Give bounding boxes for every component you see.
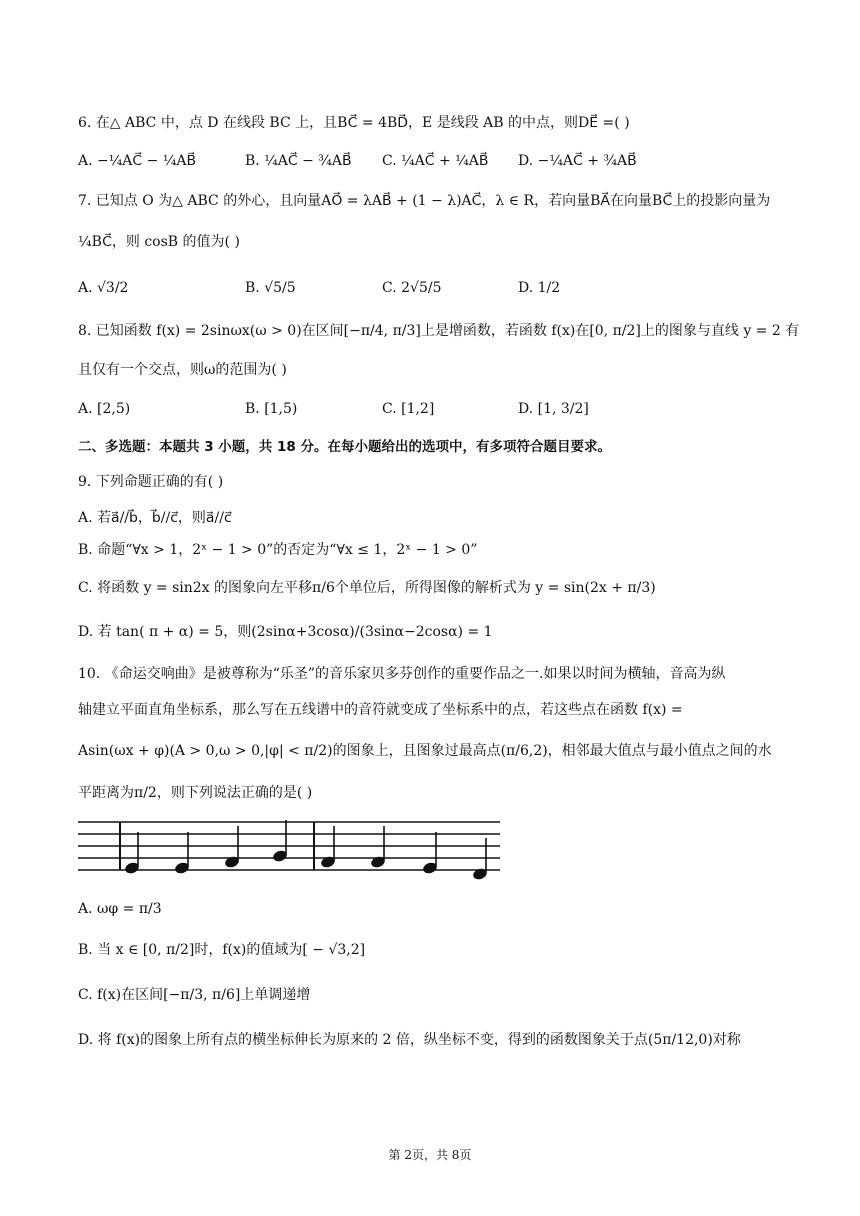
q10-stem-line1: 10. 《命运交响曲》是被尊称为“乐圣”的音乐家贝多芬创作的重要作品之一.如果以时间为横轴，音高为纵: [78, 666, 726, 682]
q10-option-a: A. ωφ = π/3: [78, 901, 162, 917]
q10-stem-line2: 轴建立平面直角坐标系，那么写在五线谱中的音符就变成了坐标系中的点，若这些点在函数 f(x) =: [78, 702, 683, 718]
q8-stem-line2: 且仅有一个交点，则ω的范围为( ): [78, 362, 287, 378]
q7-stem-line2: ¼BC⃗，则 cosB 的值为( ): [78, 234, 240, 250]
note-3: [224, 826, 241, 869]
q8-option-a: A. [2,5): [78, 401, 131, 417]
q6-option-c: C. ¼AC⃗ + ¼AB⃗: [382, 153, 489, 169]
q9-option-a: A. 若a⃗//b⃗，b⃗//c⃗，则a⃗//c⃗: [78, 510, 232, 526]
note-2: [174, 832, 191, 875]
q7-option-d: D. 1/2: [518, 280, 561, 296]
q7-option-c: C. 2√5/5: [382, 280, 442, 296]
note-8: [472, 838, 489, 881]
q10-stem-line4: 平距离为π/2，则下列说法正确的是( ): [78, 785, 313, 801]
q6-option-d: D. −¼AC⃗ + ¾AB⃗: [518, 153, 637, 169]
q8-option-b: B. [1,5): [245, 401, 298, 417]
q10-option-c: C. f(x)在区间[−π/3, π/6]上单调递增: [78, 987, 311, 1003]
music-staff-figure: [78, 816, 502, 882]
q8-option-c: C. [1,2]: [382, 401, 435, 417]
note-7: [422, 832, 439, 875]
q8-option-d: D. [1, 3/2]: [518, 401, 589, 417]
note-5: [320, 826, 337, 869]
q9-option-b: B. 命题“∀x > 1，2ˣ − 1 > 0”的否定为“∀x ≤ 1，2ˣ − 1 > 0”: [78, 542, 478, 558]
page-footer: 第 2页，共 8页: [388, 1148, 472, 1162]
q10-option-b: B. 当 x ∈ [0, π/2]时，f(x)的值域为[ − √3,2]: [78, 942, 366, 958]
q6-option-b: B. ¼AC⃗ − ¾AB⃗: [245, 153, 352, 169]
q7-option-b: B. √5/5: [245, 280, 296, 296]
q9-stem: 9. 下列命题正确的有( ): [78, 474, 224, 490]
q7-stem-line1: 7. 已知点 O 为△ ABC 的外心，且向量AO⃗ = λAB⃗ + (1 − λ)AC⃗，λ ∈ R，若向量BA⃗在向量BC⃗上的投影向量为: [78, 193, 771, 209]
q10-stem-line3: Asin(ωx + φ)(A > 0,ω > 0,|φ| < π/2)的图象上，且图象过最高点(π/6,2)，相邻最大值点与最小值点之间的水: [78, 743, 772, 759]
note-6: [370, 826, 387, 869]
q9-option-d: D. 若 tan( π + α) = 5，则(2sinα+3cosα)/(3sinα−2cosα) = 1: [78, 624, 493, 640]
section-heading-multiple-choice: 二、多选题：本题共 3 小题，共 18 分。在每小题给出的选项中，有多项符合题目要求。: [78, 439, 611, 455]
q7-option-a: A. √3/2: [78, 280, 129, 296]
note-4: [272, 820, 289, 863]
q10-option-d: D. 将 f(x)的图象上所有点的横坐标伸长为原来的 2 倍，纵坐标不变，得到的函数图象关于点(5π/12,0)对称: [78, 1032, 741, 1048]
q9-option-c: C. 将函数 y = sin2x 的图象向左平移π/6个单位后，所得图像的解析式为 y = sin(2x + π/3): [78, 580, 656, 596]
q8-stem-line1: 8. 已知函数 f(x) = 2sinωx(ω > 0)在区间[−π/4, π/3]上是增函数，若函数 f(x)在[0, π/2]上的图象与直线 y = 2 有: [78, 323, 800, 339]
note-1: [124, 832, 141, 875]
q6-stem: 6. 在△ ABC 中，点 D 在线段 BC 上，且BC⃗ = 4BD⃗，E 是线段 AB 的中点，则DE⃗ =( ): [78, 115, 630, 131]
q6-option-a: A. −¼AC⃗ − ¼AB⃗: [78, 153, 197, 169]
